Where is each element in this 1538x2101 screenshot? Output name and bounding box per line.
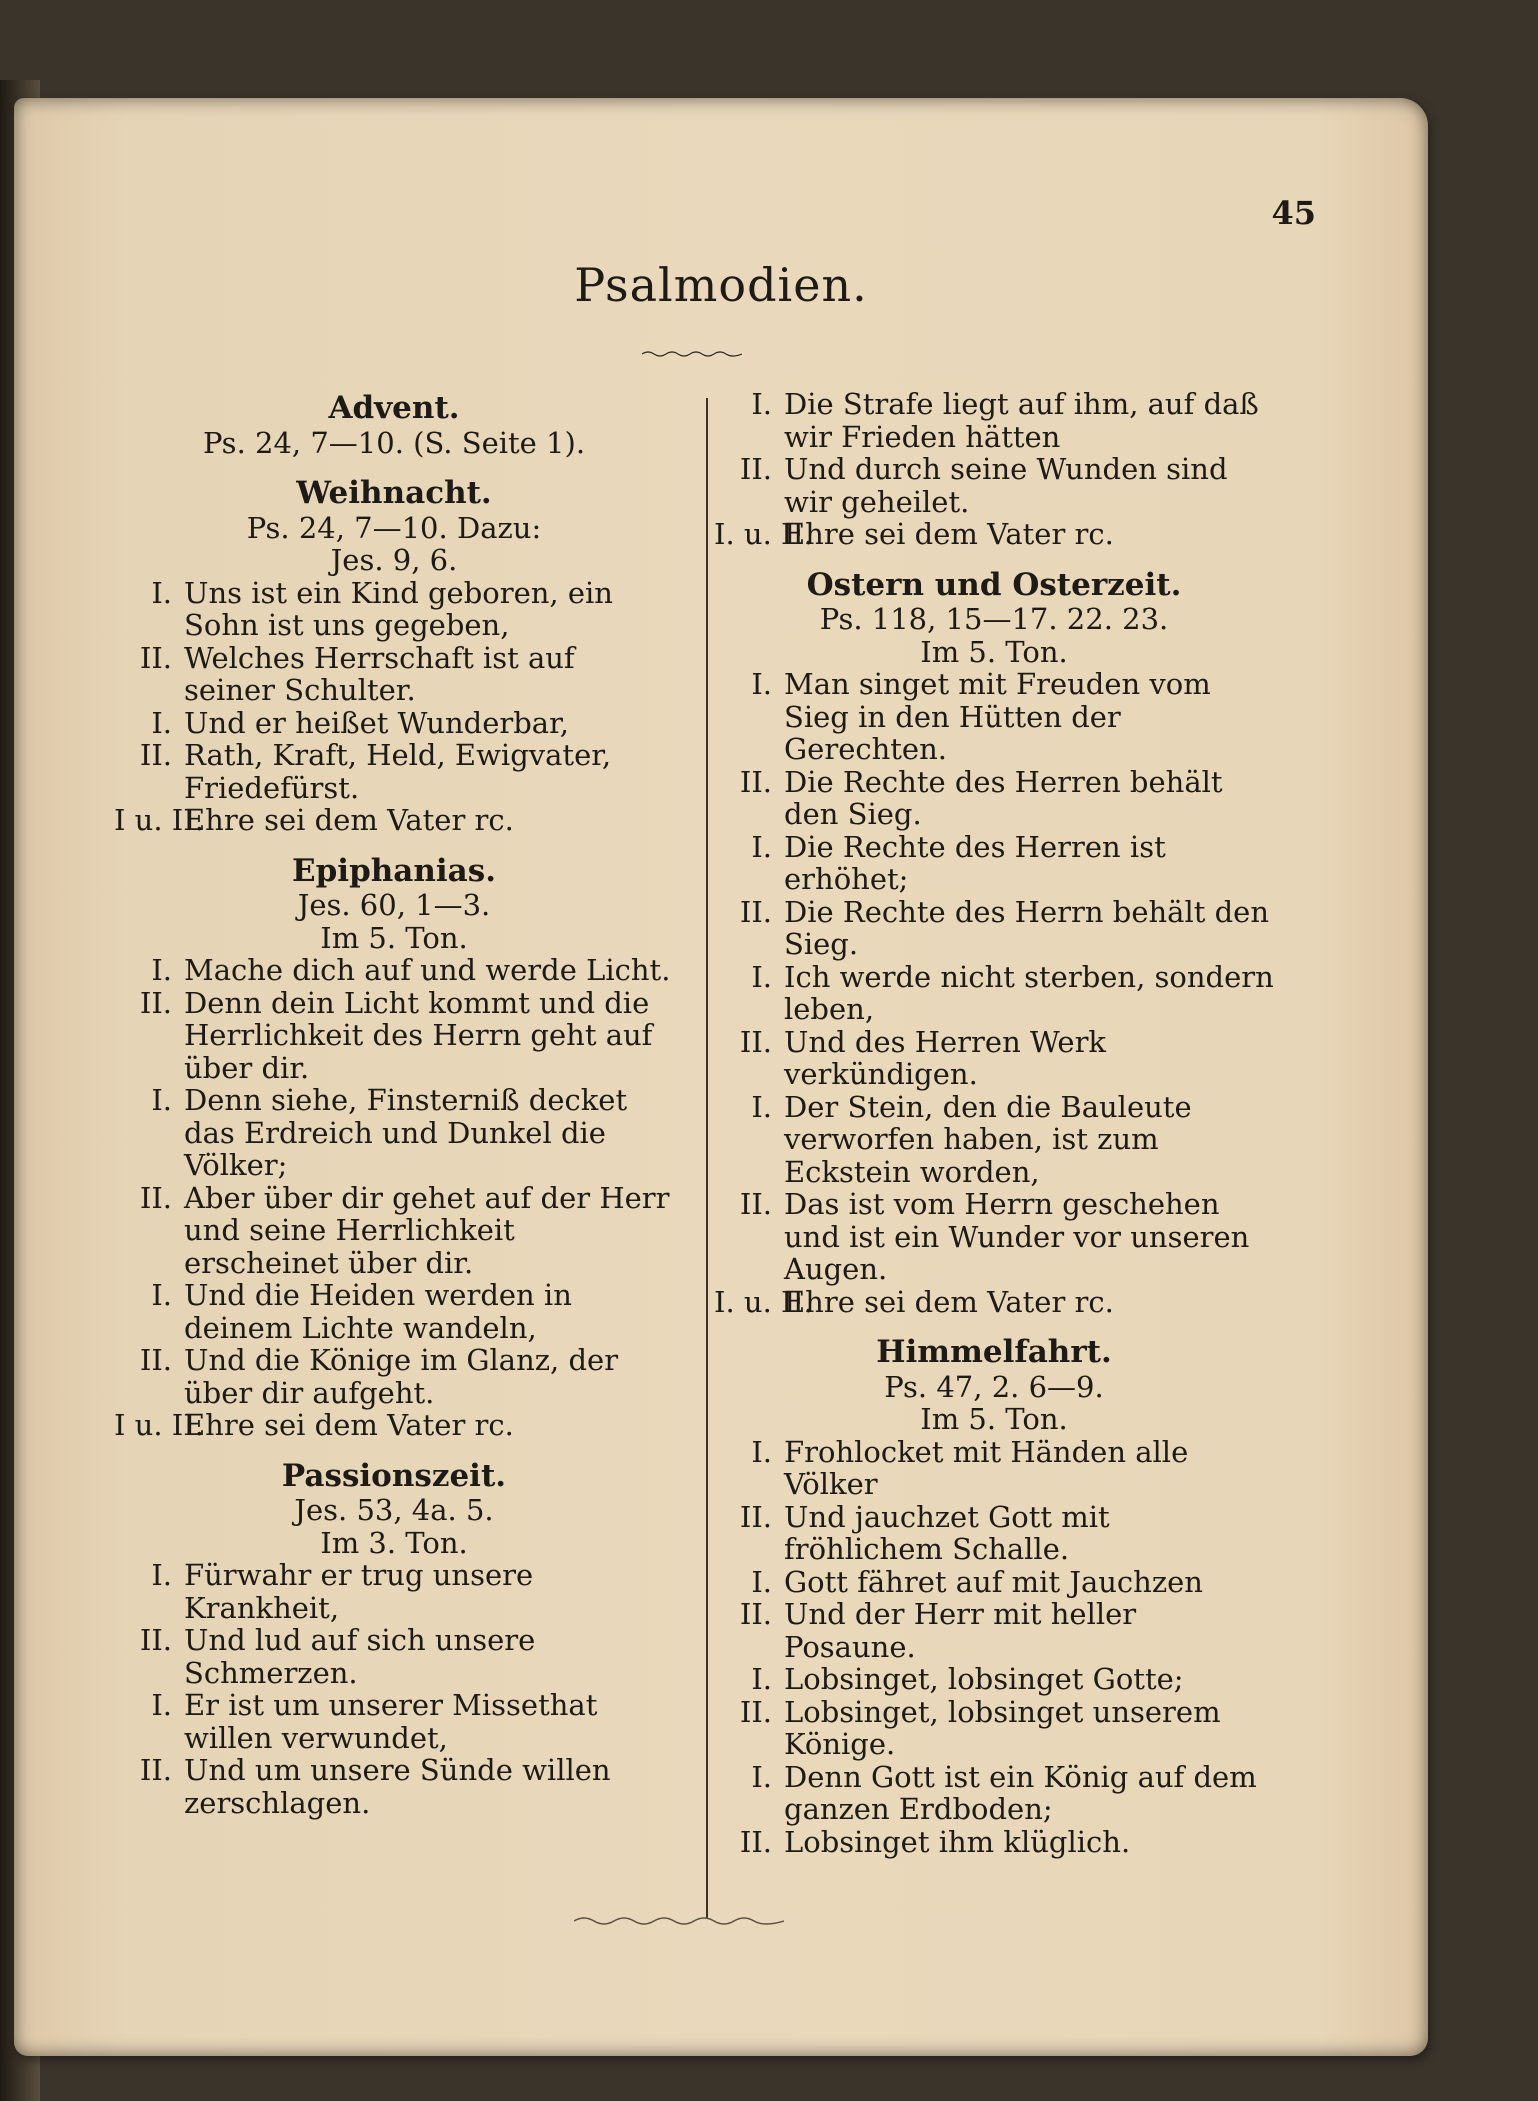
verse-label: II. xyxy=(739,452,772,486)
verse-line xyxy=(714,896,1274,961)
book-page xyxy=(14,98,1428,2056)
verse-line xyxy=(714,518,1274,551)
verse-line xyxy=(114,1559,674,1624)
verse-text: Man singet mit Freuden vom Sieg in den Hütten der Gerechten. xyxy=(784,667,1211,766)
verse-text: Gott fähret auf mit Jauchzen xyxy=(784,1564,1203,1599)
verse-text: Denn siehe, Finsterniß decket das Erdreich und Dunkel die Völker; xyxy=(184,1083,628,1182)
column-divider xyxy=(706,398,708,1918)
verse-label: II. xyxy=(739,1824,772,1859)
scripture-reference: Ps. 24, 7—10. Dazu: xyxy=(246,510,542,545)
verse-line xyxy=(114,1084,674,1182)
verse-label: I. xyxy=(151,1688,172,1722)
verse-text: Ehre sei dem Vater rc. xyxy=(184,1408,514,1442)
verse-text: Und die Heiden werden in deinem Lichte wandeln, xyxy=(184,1278,572,1345)
verse-line xyxy=(114,1689,674,1754)
verse-label: II. xyxy=(139,1753,172,1787)
verse-label: I. xyxy=(151,705,172,740)
verse-text: Er ist um unserer Missethat willen verwundet, xyxy=(184,1688,598,1755)
verse-text: Und der Herr mit heller Posaune. xyxy=(784,1597,1137,1664)
verse-label: I u. II. xyxy=(114,803,204,837)
verse-label: I u. II. xyxy=(114,1408,204,1442)
scripture-reference: Im 3. Ton. xyxy=(320,1525,468,1560)
verse-label: II. xyxy=(739,1187,772,1221)
verse-line xyxy=(714,1188,1274,1286)
verse-line xyxy=(114,1279,674,1344)
verse-text: Der Stein, den die Bauleute verworfen haben, ist zum Eckstein worden, xyxy=(784,1089,1192,1189)
verse-text: Ehre sei dem Vater rc. xyxy=(784,517,1114,551)
verse-label: I. xyxy=(751,387,772,421)
verse-line xyxy=(714,1501,1274,1566)
verse-line xyxy=(114,954,674,987)
verse-text: Frohlocket mit Händen alle Völker xyxy=(784,1434,1189,1501)
verse-text: Ehre sei dem Vater rc. xyxy=(784,1284,1114,1319)
verse-label: II. xyxy=(739,1024,772,1059)
scripture-reference: Im 5. Ton. xyxy=(920,634,1068,669)
verse-label: II. xyxy=(139,1623,172,1657)
page-title: Psalmodien. xyxy=(574,258,868,312)
verse-text: Und die Könige im Glanz, der über dir aufgeht. xyxy=(184,1343,619,1410)
verse-line xyxy=(714,831,1274,896)
verse-label: I. xyxy=(151,953,172,987)
verse-line xyxy=(114,642,674,707)
verse-label: II. xyxy=(739,894,772,929)
verse-line xyxy=(114,577,674,642)
verse-line xyxy=(114,739,674,804)
verse-label: II. xyxy=(139,640,172,675)
verse-text: Und des Herren Werk verkündigen. xyxy=(784,1024,1107,1091)
verse-line xyxy=(114,1754,674,1819)
verse-text: Fürwahr er trug unsere Krankheit, xyxy=(184,1558,534,1625)
verse-label: II. xyxy=(139,1180,172,1215)
verse-label: II. xyxy=(739,1499,772,1534)
verse-line xyxy=(114,1409,674,1442)
verse-text: Die Rechte des Herrn behält den Sieg. xyxy=(784,894,1269,961)
right-column xyxy=(714,388,1274,1858)
verse-label: II. xyxy=(139,738,172,772)
verse-line xyxy=(714,1026,1274,1091)
scripture-reference: Jes. 53, 4a. 5. xyxy=(294,1493,494,1527)
section-heading: Ostern und Osterzeit. xyxy=(806,566,1182,603)
bottom-ornament-rule xyxy=(574,1913,784,1927)
page-number: 45 xyxy=(1271,194,1316,232)
verse-line xyxy=(714,1761,1274,1826)
verse-text: Lobsinget, lobsinget unserem Könige. xyxy=(784,1694,1221,1761)
verse-label: I. xyxy=(751,1662,772,1696)
scripture-reference: Jes. 60, 1—3. xyxy=(297,888,491,922)
scripture-reference: Ps. 47, 2. 6—9. xyxy=(884,1369,1104,1404)
verse-line xyxy=(714,1696,1274,1761)
verse-text: Welches Herrschaft ist auf seiner Schulter. xyxy=(184,640,575,707)
verse-line xyxy=(714,1436,1274,1501)
verse-label: I. u. II. xyxy=(714,1284,814,1319)
verse-text: Das ist vom Herrn geschehen und ist ein Wunder vor unseren Augen. xyxy=(784,1187,1250,1286)
verse-line xyxy=(714,388,1274,453)
verse-line xyxy=(714,961,1274,1026)
scripture-reference: Im 5. Ton. xyxy=(920,1402,1068,1436)
left-column xyxy=(114,388,674,1819)
verse-text: Und jauchzet Gott mit fröhlichem Schalle. xyxy=(784,1499,1110,1566)
verse-text: Lobsinget ihm klüglich. xyxy=(784,1824,1131,1859)
verse-text: Die Rechte des Herren behält den Sieg. xyxy=(784,764,1223,831)
verse-label: II. xyxy=(139,1343,172,1377)
verse-line xyxy=(714,1826,1274,1859)
verse-label: I. u. II. xyxy=(714,517,814,551)
verse-line xyxy=(114,1344,674,1409)
verse-label: I. xyxy=(751,1564,772,1599)
scripture-reference: Ps. 118, 15—17. 22. 23. xyxy=(819,602,1169,636)
verse-text: Ehre sei dem Vater rc. xyxy=(184,803,514,837)
verse-line xyxy=(114,987,674,1085)
verse-text: Aber über dir gehet auf der Herr und seine Herrlichkeit erscheinet über dir. xyxy=(184,1180,670,1280)
verse-label: I. xyxy=(751,959,772,994)
verse-text: Denn dein Licht kommt und die Herrlichkeit des Herrn geht auf über dir. xyxy=(184,985,653,1085)
verse-line xyxy=(714,668,1274,766)
verse-label: I. xyxy=(751,1089,772,1124)
verse-line xyxy=(714,1091,1274,1189)
section-heading: Epiphanias. xyxy=(291,852,497,889)
verse-label: II. xyxy=(739,1597,772,1631)
verse-label: I. xyxy=(751,667,772,701)
verse-label: I. xyxy=(151,1558,172,1592)
section-heading: Himmelfahrt. xyxy=(876,1334,1112,1370)
verse-text: Lobsinget, lobsinget Gotte; xyxy=(784,1662,1184,1696)
verse-label: I. xyxy=(751,1759,772,1794)
verse-text: Denn Gott ist ein König auf dem ganzen Erdboden; xyxy=(784,1759,1257,1826)
verse-label: I. xyxy=(151,575,172,610)
verse-line xyxy=(114,707,674,740)
verse-text: Und durch seine Wunden sind wir geheilet. xyxy=(784,452,1228,519)
verse-line xyxy=(714,453,1274,518)
scripture-reference: Im 5. Ton. xyxy=(320,920,468,955)
verse-text: Und um unsere Sünde willen zerschlagen. xyxy=(184,1753,611,1820)
verse-line xyxy=(114,1182,674,1280)
verse-line xyxy=(714,1566,1274,1599)
verse-line xyxy=(714,766,1274,831)
verse-label: I. xyxy=(151,1083,172,1117)
verse-text: Die Rechte des Herren ist erhöhet; xyxy=(784,829,1166,896)
verse-text: Ich werde nicht sterben, sondern leben, xyxy=(784,959,1274,1026)
verse-text: Rath, Kraft, Held, Ewigvater, Friedefürst. xyxy=(184,738,612,805)
scripture-reference: Jes. 9, 6. xyxy=(330,543,458,577)
verse-label: II. xyxy=(739,764,772,799)
verse-label: I. xyxy=(151,1278,172,1312)
scripture-reference: Ps. 24, 7—10. (S. Seite 1). xyxy=(202,425,586,460)
verse-text: Die Strafe liegt auf ihm, auf daß wir Frieden hätten xyxy=(784,387,1259,454)
verse-line xyxy=(114,1624,674,1689)
verse-line xyxy=(114,804,674,837)
verse-line xyxy=(714,1598,1274,1663)
verse-label: I. xyxy=(751,1434,772,1469)
verse-label: II. xyxy=(139,985,172,1020)
title-ornament-rule xyxy=(642,350,742,358)
verse-label: I. xyxy=(751,829,772,864)
verse-text: Und lud auf sich unsere Schmerzen. xyxy=(184,1623,536,1690)
section-heading: Weihnacht. xyxy=(296,475,492,511)
verse-line xyxy=(714,1663,1274,1696)
verse-label: II. xyxy=(739,1694,772,1729)
section-heading: Advent. xyxy=(328,390,460,426)
verse-text: Mache dich auf und werde Licht. xyxy=(184,953,671,987)
section-heading: Passionszeit. xyxy=(281,1457,507,1494)
verse-text: Uns ist ein Kind geboren, ein Sohn ist uns gegeben, xyxy=(184,575,613,642)
verse-text: Und er heißet Wunderbar, xyxy=(184,705,569,740)
verse-line xyxy=(714,1286,1274,1319)
